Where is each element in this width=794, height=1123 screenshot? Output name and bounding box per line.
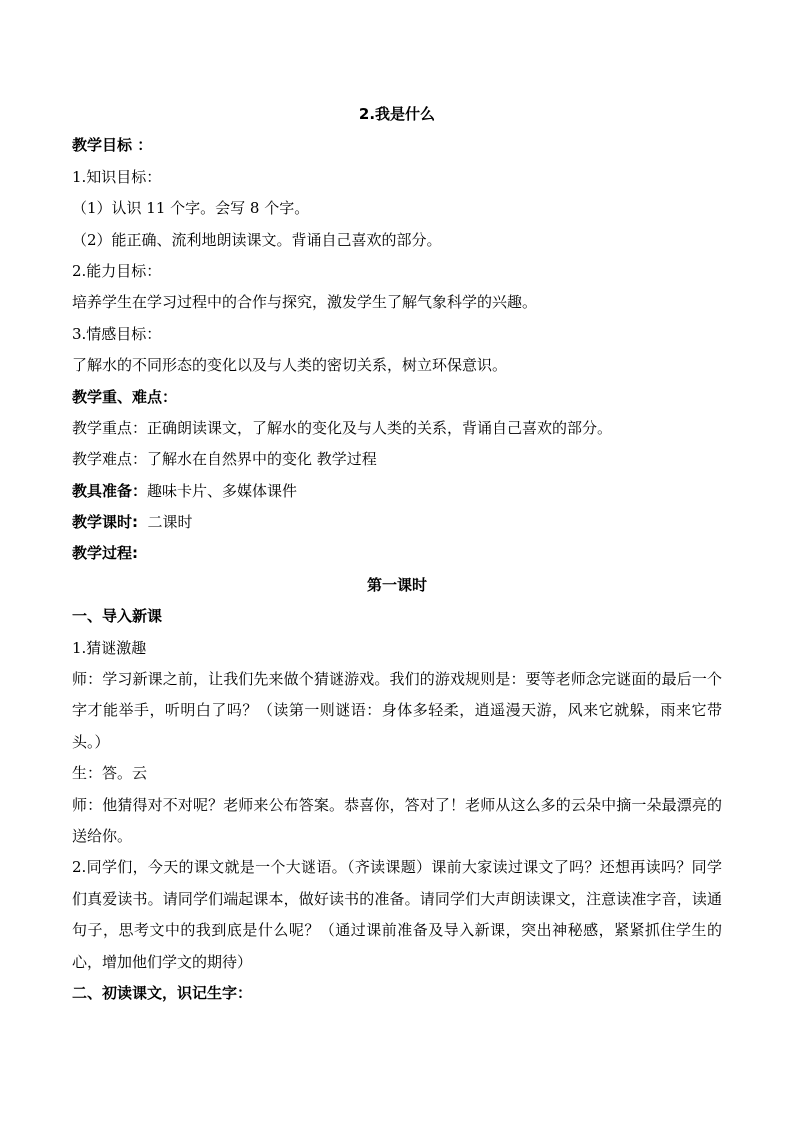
section1-heading: 一、导入新课 <box>72 607 163 626</box>
objectives-heading: 教学目标 ： <box>72 136 153 155</box>
hours-label: 教学课时: <box>72 513 138 532</box>
teacher-paragraph-1: 师：学习新课之前，让我们先来做个猜谜游戏。我们的游戏规则是：要等老师念完谜面的最后一个字才能举手，听明白了吗？（读第一则谜语：身体多轻柔，逍遥漫天游，风来它就躲，雨来它带头。） <box>72 670 722 751</box>
tools-line <box>72 476 722 507</box>
knowledge-item: （2）能正确、流利地朗读课文。背诵自己喜欢的部分。 <box>72 230 442 249</box>
document-page <box>72 99 722 1009</box>
teacher-paragraph-2: 师：他猜得对不对呢？老师来公布答案。恭喜你，答对了！老师从这么多的云朵中摘一朵最漂亮的送给你。 <box>72 795 722 846</box>
document-title: 2.我是什么 <box>358 105 436 123</box>
section2-heading: 二、初读课文，识记生字： <box>72 984 253 1003</box>
tools-label: 教具准备： <box>72 481 148 500</box>
lesson-title: 第一课时 <box>366 575 427 594</box>
body-paragraph-2: 2.同学们，今天的课文就是一个大谜语。（齐读课题）课前大家读过课文了吗？还想再读吗？同学们真爱读书。请同学们端起课本，做好读书的准备。请同学们大声朗读课文，注意读准字音，读通句子，思考文中的我到底是什么呢？（通过课前准备及导入新课，突出神秘感，紧紧抓住学生的心，增加他们学文的期待） <box>72 858 722 971</box>
student-answer: 生：答。云 <box>72 764 148 783</box>
hours-value: 二课时 <box>138 513 193 532</box>
knowledge-item: （1）认识 11 个字。会写 8 个字。 <box>72 199 310 218</box>
difficult-points: 教学难点：了解水在自然界中的变化 教学过程 <box>72 450 377 469</box>
ability-heading: 2.能力目标： <box>72 261 162 280</box>
hours-line <box>72 507 722 538</box>
key-difficult-heading: 教学重、难点： <box>72 387 178 406</box>
emotion-heading: 3.情感目标： <box>72 324 162 343</box>
key-points: 教学重点：正确朗读课文，了解水的变化及与人类的关系，背诵自己喜欢的部分。 <box>72 418 613 437</box>
process-heading: 教学过程: <box>72 544 138 563</box>
knowledge-heading: 1.知识目标： <box>72 167 162 186</box>
riddle-heading: 1.猜谜激趣 <box>72 638 147 657</box>
emotion-text: 了解水的不同形态的变化以及与人类的密切关系，树立环保意识。 <box>72 356 508 375</box>
tools-value: 趣味卡片、多媒体课件 <box>147 481 298 500</box>
ability-text: 培养学生在学习过程中的合作与探究，激发学生了解气象科学的兴趣。 <box>72 293 538 312</box>
